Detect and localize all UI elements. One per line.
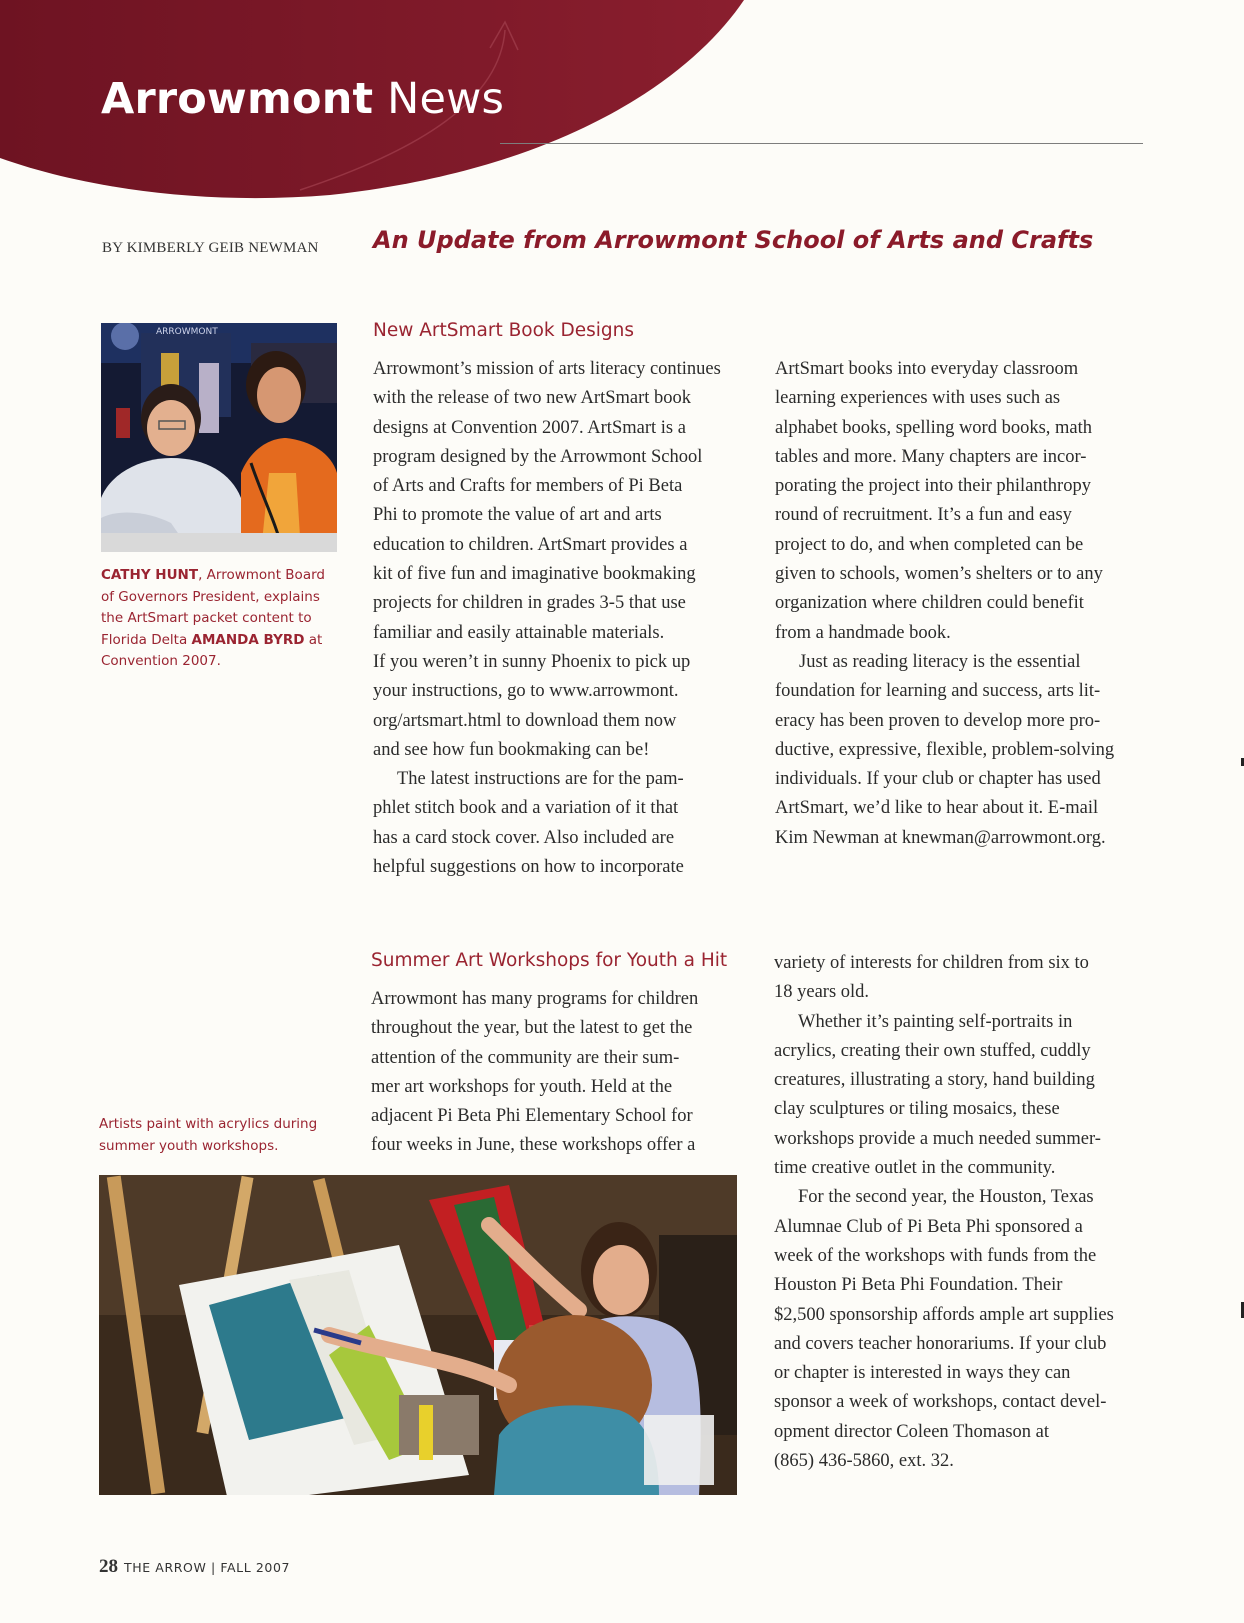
artsmart-paragraph-2 — [373, 765, 751, 882]
section-title — [101, 74, 504, 124]
text-line: workshops provide a much needed summer- — [774, 1128, 1101, 1149]
section-title-rest: News — [373, 74, 505, 124]
byline: BY KIMBERLY GEIB NEWMAN — [102, 240, 319, 256]
text-line: alphabet books, spelling word books, math — [775, 417, 1093, 438]
workshop-photo-illustration — [99, 1175, 737, 1495]
artsmart-paragraph-2-continued — [775, 355, 1155, 648]
text-line: Alumnae Club of Pi Beta Phi sponsored a — [774, 1216, 1083, 1237]
text-line: tables and more. Many chapters are incor- — [775, 446, 1087, 467]
workshops-paragraph-1 — [371, 985, 751, 1161]
artsmart-paragraph-1 — [373, 355, 751, 765]
text-line: ArtSmart, we’d like to hear about it. E-mail — [775, 798, 1099, 819]
convention-photo-illustration — [101, 323, 337, 552]
text-line: 18 years old. — [774, 982, 870, 1003]
text-line: creatures, illustrating a story, hand building — [774, 1070, 1095, 1091]
text-line: The latest instructions are for the pam- — [397, 769, 684, 790]
text-line: helpful suggestions on how to incorporate — [373, 857, 684, 878]
text-line: porating the project into their philanthropy — [775, 476, 1091, 497]
text-line: attention of the community are their sum- — [371, 1047, 680, 1068]
text-line: time creative outlet in the community. — [774, 1158, 1056, 1179]
text-line: foundation for learning and success, arts lit- — [775, 681, 1101, 702]
convention-photo — [101, 323, 337, 552]
text-line: sponsor a week of workshops, contact devel- — [774, 1392, 1107, 1413]
text-line: with the release of two new ArtSmart book — [373, 388, 692, 409]
text-line: eracy has been proven to develop more pro- — [775, 710, 1101, 731]
text-line: learning experiences with uses such as — [775, 388, 1061, 409]
text-line: phlet stitch book and a variation of it that — [373, 798, 679, 819]
article-subtitle: An Update from Arrowmont School of Arts and Crafts — [373, 226, 1094, 254]
text-line: kit of five fun and imaginative bookmaking — [373, 564, 696, 585]
section-title-bold: Arrowmont — [101, 74, 374, 124]
publication-name: THE ARROW | FALL 2007 — [124, 1560, 291, 1575]
text-line: acrylics, creating their own stuffed, cuddly — [774, 1040, 1091, 1061]
workshop-photo-caption: Artists paint with acrylics during summer youth workshops. — [99, 1116, 318, 1154]
text-line: $2,500 sponsorship affords ample art supplies — [774, 1304, 1114, 1325]
text-line: from a handmade book. — [775, 622, 951, 643]
caption-text-2: at Convention 2007. — [101, 631, 323, 669]
text-line: Phi to promote the value of art and arts — [373, 505, 662, 526]
header-rule — [500, 143, 1143, 144]
text-line: ArtSmart books into everyday classroom — [775, 359, 1079, 379]
text-line: program designed by the Arrowmont School — [373, 446, 703, 467]
workshops-paragraph-1-continued — [774, 949, 1154, 1008]
page-folio — [99, 1556, 290, 1578]
text-line: week of the workshops with funds from the — [774, 1245, 1097, 1266]
text-line: clay sculptures or tiling mosaics, these — [774, 1099, 1060, 1120]
text-line: education to children. ArtSmart provides a — [373, 534, 688, 555]
text-line: and covers teacher honorariums. If your club — [774, 1333, 1107, 1354]
text-line: and see how fun bookmaking can be! — [373, 739, 650, 760]
artsmart-column-2 — [775, 355, 1155, 853]
text-line: variety of interests for children from six to — [774, 953, 1089, 973]
text-line: If you weren’t in sunny Phoenix to pick up — [373, 651, 691, 672]
text-line: of Arts and Crafts for members of Pi Beta — [373, 476, 683, 497]
artsmart-heading: New ArtSmart Book Designs — [373, 320, 635, 341]
workshops-paragraph-3 — [774, 1183, 1154, 1476]
text-line: projects for children in grades 3-5 that use — [373, 593, 686, 614]
text-line: Houston Pi Beta Phi Foundation. Their — [774, 1275, 1063, 1296]
text-line: Kim Newman at knewman@arrowmont.org. — [775, 827, 1106, 848]
page-number: 28 — [99, 1556, 118, 1577]
text-line: opment director Coleen Thomason at — [774, 1421, 1050, 1442]
text-line: ductive, expressive, flexible, problem-solving — [775, 739, 1115, 760]
artsmart-paragraph-3 — [775, 648, 1155, 853]
text-line: mer art workshops for youth. Held at the — [371, 1076, 673, 1097]
caption-person-name-2: AMANDA BYRD — [191, 631, 305, 648]
workshops-paragraph-2 — [774, 1008, 1154, 1184]
caption-text-1: , Arrowmont Board of Governors President, explains the ArtSmart packet content to Florida Delta — [101, 567, 325, 648]
workshops-column-2 — [774, 949, 1154, 1476]
text-line: organization where children could benefit — [775, 593, 1084, 614]
convention-photo-caption — [101, 565, 333, 673]
booth-banner-text: ARROWMONT — [156, 327, 218, 337]
artsmart-column-1 — [373, 355, 751, 882]
text-line: project to do, and when completed can be — [775, 534, 1084, 555]
workshops-column-1 — [371, 985, 751, 1161]
workshops-heading: Summer Art Workshops for Youth a Hit — [371, 950, 728, 971]
text-line: round of recruitment. It’s a fun and easy — [775, 505, 1072, 526]
text-line: adjacent Pi Beta Phi Elementary School for — [371, 1106, 693, 1127]
text-line: has a card stock cover. Also included are — [373, 827, 675, 848]
text-line: your instructions, go to www.arrowmont. — [373, 681, 679, 702]
text-line: four weeks in June, these workshops offer a — [371, 1135, 696, 1156]
caption-person-name-1: CATHY HUNT — [101, 567, 199, 583]
text-line: given to schools, women’s shelters or to any — [775, 564, 1103, 585]
text-line: or chapter is interested in ways they can — [774, 1363, 1071, 1384]
workshop-photo — [99, 1175, 737, 1495]
text-line: Whether it’s painting self-portraits in — [798, 1011, 1073, 1032]
text-line: Arrowmont has many programs for children — [371, 989, 699, 1009]
text-line: Just as reading literacy is the essential — [799, 651, 1081, 672]
text-line: designs at Convention 2007. ArtSmart is a — [373, 417, 686, 438]
text-line: org/artsmart.html to download them now — [373, 710, 677, 731]
text-line: (865) 436-5860, ext. 32. — [774, 1451, 954, 1472]
text-line: familiar and easily attainable materials. — [373, 622, 665, 643]
text-line: Arrowmont’s mission of arts literacy continues — [373, 359, 721, 379]
text-line: throughout the year, but the latest to get the — [371, 1018, 693, 1039]
text-line: individuals. If your club or chapter has used — [775, 769, 1101, 790]
text-line: For the second year, the Houston, Texas — [798, 1187, 1094, 1208]
